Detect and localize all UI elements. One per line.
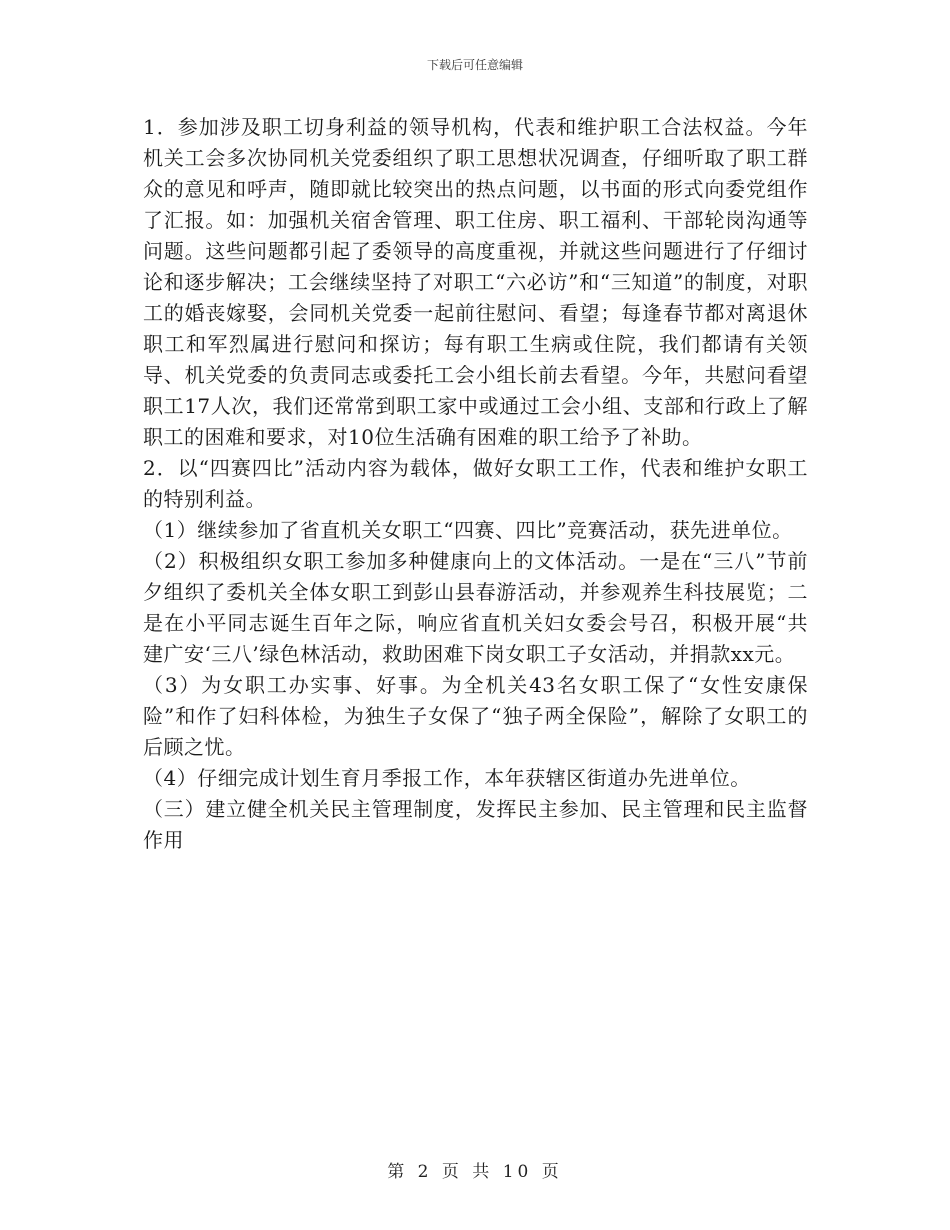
page-header: 下载后可任意编辑: [426, 58, 523, 72]
paragraph-2: 2．以“四赛四比”活动内容为载体，做好女职工工作，代表和维护女职工的特别利益。: [143, 456, 808, 511]
paragraph-7: （三）建立健全机关民主管理制度，发挥民主参加、民主管理和民主监督作用: [143, 797, 808, 852]
document-body: [143, 112, 808, 856]
page-footer: 第 2 页 共 10 页: [387, 1162, 563, 1182]
paragraph-6: （4）仔细完成计划生育月季报工作，本年获辖区街道办先进单位。: [143, 766, 751, 790]
paragraph-5: （3）为女职工办实事、好事。为全机关43名女职工保了“女性安康保险”和作了妇科体检，为独生子女保了“独子两全保险”，解除了女职工的后顾之忧。: [143, 673, 808, 759]
paragraph-1: 1．参加涉及职工切身利益的领导机构，代表和维护职工合法权益。今年机关工会多次协同机关党委组织了职工思想状况调查，仔细听取了职工群众的意见和呼声，随即就比较突出的热点问题，以书面的形式向委党组作了汇报。如：加强机关宿舍管理、职工住房、职工福利、干部轮岗沟通等问题。这些问题都引起了委领导的高度重视，并就这些问题进行了仔细讨论和逐步解决；工会继续坚持了对职工“六必访”和“三知道”的制度，对职工的婚丧嫁娶，会同机关党委一起前往慰问、看望；每逢春节都对离退休职工和军烈属进行慰问和探访；每有职工生病或住院，我们都请有关领导、机关党委的负责同志或委托工会小组长前去看望。今年，共慰问看望职工17人次，我们还常常到职工家中或通过工会小组、支部和行政上了解职工的困难和要求，对10位生活确有困难的职工给予了补助。: [143, 115, 808, 449]
paragraph-4: （2）积极组织女职工参加多种健康向上的文体活动。一是在“三八”节前夕组织了委机关全体女职工到彭山县春游活动，并参观养生科技展览；二是在小平同志诞生百年之际，响应省直机关妇女委会号召，积极开展“共建广安‘三八’绿色林活动，救助困难下岗女职工子女活动，并捐款xx元。: [143, 549, 808, 666]
paragraph-3: （1）继续参加了省直机关女职工“四赛、四比”竞赛活动，获先进单位。: [143, 518, 793, 542]
